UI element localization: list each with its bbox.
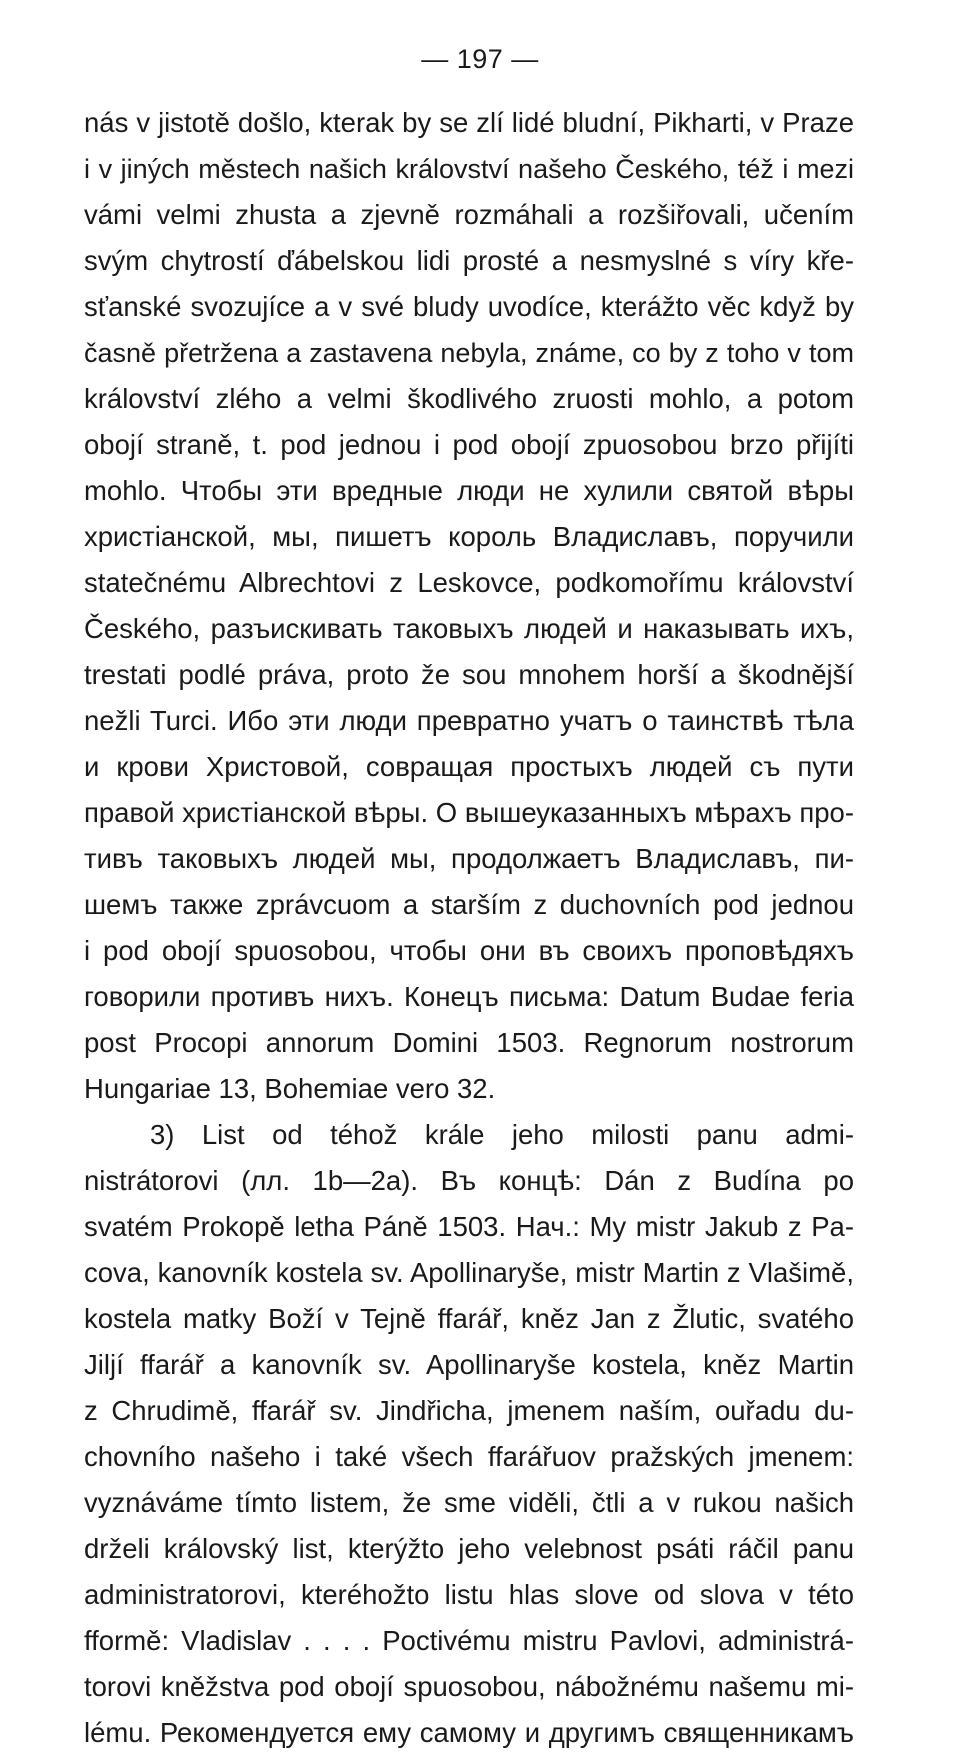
text-line: sťanské svozujíce a v své bludy uvodíce, kterážto věc když by [84, 291, 854, 322]
text-line: z Chrudimě, ffarář sv. Jindřicha, jmenem naším, ouřadu du- [84, 1395, 854, 1426]
text-line: nežli Turci. Ибо эти люди превратно учатъ о таинствѣ тѣла [84, 705, 854, 736]
text-line: časně přetržena a zastavena nebyla, známe, co by z toho v tom [84, 338, 854, 368]
text-line: mohlo. Чтобы эти вредные люди не хулили святой вѣры [84, 475, 854, 506]
text-line: obojí straně, t. pod jednou i pod obojí zpuosobou brzo přijíti [84, 429, 854, 460]
text-line: тивъ таковыхъ людей мы, продолжаетъ Владиславъ, пи- [84, 843, 854, 874]
text-line: vámi velmi zhusta a zjevně rozmáhali a rozšiřovali, učením [84, 199, 854, 230]
text-line: svatém Prokopě letha Páně 1503. Нач.: My mistr Jakub z Pa- [84, 1211, 854, 1242]
paragraph-end-line: Hungariae 13, Bohemiae vero 32. [84, 1073, 496, 1104]
text-line: говорили противъ нихъ. Конецъ письма: Datum Budae feria [84, 981, 854, 1012]
text-line: Českého, разъискивать таковыхъ людей и наказывать ихъ, [84, 613, 854, 644]
text-line: torovi kněžstva pod obojí spuosobou, nábožnému našemu mi- [84, 1671, 854, 1702]
text-line: trestati podlé práva, proto že sou mnohem horší a škodnější [84, 659, 854, 690]
text-line: cova, kanovník kostela sv. Apollinaryše, mistr Martin z Vlašimě, [84, 1257, 854, 1288]
text-line: statečnému Albrechtovi z Leskovce, podkomořímu království [84, 567, 854, 598]
text-line: vyznáváme tímto listem, že sme viděli, čtli a v rukou našich [84, 1487, 854, 1518]
text-line: lému. Рекомендуется ему самому и другимъ священникамъ [84, 1717, 854, 1748]
text-line: i pod obojí spuosobou, чтобы они въ своихъ проповѣдяхъ [84, 935, 854, 966]
text-line: drželi královský list, kterýžto jeho velebnost psáti ráčil panu [84, 1533, 854, 1564]
text-line: fformě: Vladislav . . . . Poctivému mistru Pavlovi, administrá- [84, 1625, 854, 1656]
text-line: и крови Христовой, совращая простыхъ людей съ пути [84, 751, 854, 782]
section-heading-line: 3) List od téhož krále jeho milosti panu admi- [150, 1119, 854, 1150]
text-line: i v jiných městech našich království našeho Českého, též i mezi [84, 154, 854, 184]
text-line: svým chytrostí ďábelskou lidi prosté a nesmyslné s víry kře- [84, 245, 854, 276]
text-line: administratorovi, kteréhožto listu hlas slove od slova v této [84, 1579, 854, 1610]
text-line: христіанской, мы, пишетъ король Владиславъ, поручили [84, 521, 854, 552]
text-line: шемъ также zprávcuom a starším z duchovních pod jednou [84, 889, 854, 920]
text-line: post Procopi annorum Domini 1503. Regnorum nostrorum [84, 1027, 854, 1058]
text-line: nistrátorovi (лл. 1b—2a). Въ концѣ: Dán z Budína po [84, 1165, 854, 1196]
text-line: Jiljí ffarář a kanovník sv. Apollinaryše kostela, kněz Martin [84, 1349, 854, 1380]
text-line: правой христіанской вѣры. О вышеуказанныхъ мѣрахъ про- [84, 797, 854, 828]
text-line: království zlého a velmi škodlivého zruosti mohlo, a potom [84, 383, 854, 414]
text-line: kostela matky Boží v Tejně ffarář, kněz Jan z Žlutic, svatého [84, 1303, 854, 1334]
text-line: chovního našeho i také všech ffarářuov pražských jmenem: [84, 1441, 854, 1472]
text-line: nás v jistotě došlo, kterak by se zlí lidé bludní, Pikharti, v Praze [84, 107, 854, 138]
body-text [84, 100, 854, 1756]
page-number: — 197 — [421, 44, 539, 74]
